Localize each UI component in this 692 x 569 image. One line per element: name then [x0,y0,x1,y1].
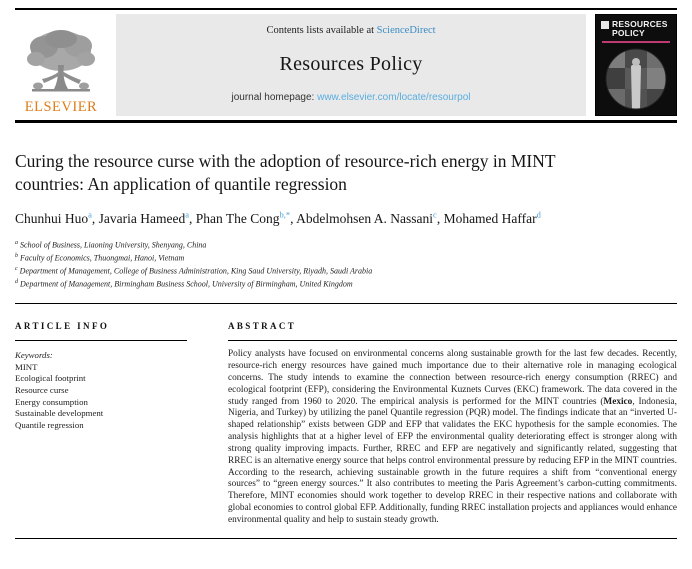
cover-collage-image [601,47,671,111]
affiliation [15,251,677,264]
affiliation-text: Faculty of Economics, Thuongmai, Hanoi, Vietnam [20,253,185,263]
contents-prefix: Contents lists available at [266,25,377,36]
keyword-item: MINT [15,361,38,372]
cover-title-line2: POLICY [612,28,645,38]
author [444,211,541,226]
cover-header [601,20,671,38]
bottom-divider [15,538,677,539]
top-divider [15,8,677,10]
column-gap [201,321,228,539]
author [296,211,443,226]
author-superscript[interactable]: a [88,209,92,219]
affiliation-text: Department of Management, Birmingham Business School, University of Birmingham, United Kingdom [20,279,353,289]
affiliation-label: b [15,252,18,259]
author [99,211,196,226]
elsevier-wordmark: ELSEVIER [24,98,98,115]
sciencedirect-link[interactable]: ScienceDirect [376,25,436,36]
affiliation [15,264,677,277]
affiliation [15,238,677,251]
cover-publisher-icon [601,21,609,29]
author-separator: , [290,210,297,226]
abstract-text: Policy analysts have focused on environmental concerns along sustainable growth for the last few decades. Recently, resource-rich energy resources have gained much importance due to their alternative role in managing ecological concerns. The study intends to examine the connection between resource-rich energy consumption (RREC) and ecological footprint (EFP), considering the Environmental Kuznets Curves (EKC) framework. The data covered in the study ranged from 1960 to 2020. The empirical analysis is performed for the MINT countries (Mexico, Indonesia, Nigeria, and Turkey) by utilizing the panel Quantile regression (PQR) model. The findings indicate that an “inverted U-shaped relationship” exists between GDP and EFP that validates the EKC hypothesis for the sample economies. The analysis highlights that at a higher level of EFP the environmental quality deteriorating effect is stronger along with strong quality improving impacts. Further, RREC and EFP are negatively and significantly related, suggesting that RREC is an alternative energy source that helps control environmental pressure by reducing EFP in the MINT countries. According to the research, achieving sustainable growth in the future requires a shift from “conventional energy sources” to “green energy sources.” It also contributes to meeting the Paris Agreement’s carbon-cutting commitments. Therefore, MINT economies should work together to develop RREC in their respective nations and collaborate with global economies to control global EFP. Additionally, funding RREC installation projects and appliances would enhance environmental quality and help to sustain steady growth. [228,349,677,525]
author-name: Phan The Cong [195,210,280,226]
author [196,211,296,226]
author-superscript[interactable]: c [433,209,437,219]
affiliation-label: c [15,265,18,272]
affiliation [15,277,677,290]
author-superscript[interactable]: b,* [279,209,291,219]
homepage-line [231,92,470,103]
abstract-heading: ABSTRACT [228,321,297,332]
article-info-column [15,321,201,539]
cover-subtitle-line [602,41,670,43]
elsevier-logo [15,14,107,116]
keyword-item: Energy consumption [15,396,88,407]
author-name: Chunhui Huo [15,210,89,226]
article-title: Curing the resource curse with the adoption of resource-rich energy in MINT countries: An application of quantile regression [15,151,556,194]
homepage-prefix: journal homepage: [231,92,318,103]
journal-article-page [0,8,692,569]
elsevier-tree-icon [24,27,98,99]
keyword-item: Sustainable development [15,408,104,419]
journal-header [15,14,677,116]
article-info-heading: ARTICLE INFO [15,321,110,332]
abstract-column [228,321,677,539]
author-superscript[interactable]: d [536,209,541,219]
journal-title: Resources Policy [279,52,423,75]
keywords-label: Keywords: [15,350,53,361]
journal-cover-thumbnail [595,14,677,116]
affiliation-text: School of Business, Liaoning University, Shenyang, China [20,240,207,250]
cover-title-line1: RESOURCES [612,19,668,29]
author-name: Mohamed Haffar [443,210,537,226]
author [15,211,99,226]
author-separator: , [189,210,196,226]
author-list [15,209,677,227]
keyword-item: Quantile regression [15,419,84,430]
article-info-heading-rule [15,340,187,341]
abstract-heading-rule [228,340,677,341]
keyword-item: Resource curse [15,384,69,395]
author-superscript[interactable]: a [185,209,190,219]
section-divider [15,303,677,304]
author-separator: , [436,210,444,226]
header-divider [15,120,677,123]
affiliation-label: d [15,278,18,285]
cover-title [612,20,668,38]
author-name: Abdelmohsen A. Nassani [296,210,434,226]
author-separator: , [91,210,99,226]
contents-line [266,25,435,36]
journal-banner [116,14,586,116]
info-abstract-section [15,321,677,539]
keyword-item: Ecological footprint [15,373,86,384]
keywords-block [15,350,201,431]
author-name: Javaria Hameed [98,210,186,226]
affiliation-label: a [15,239,18,246]
affiliation-text: Department of Management, College of Business Administration, King Saud University, Riyadh, Saudi Arabia [19,266,373,276]
affiliation-list [15,238,677,291]
journal-homepage-link[interactable]: www.elsevier.com/locate/resourpol [317,92,471,103]
